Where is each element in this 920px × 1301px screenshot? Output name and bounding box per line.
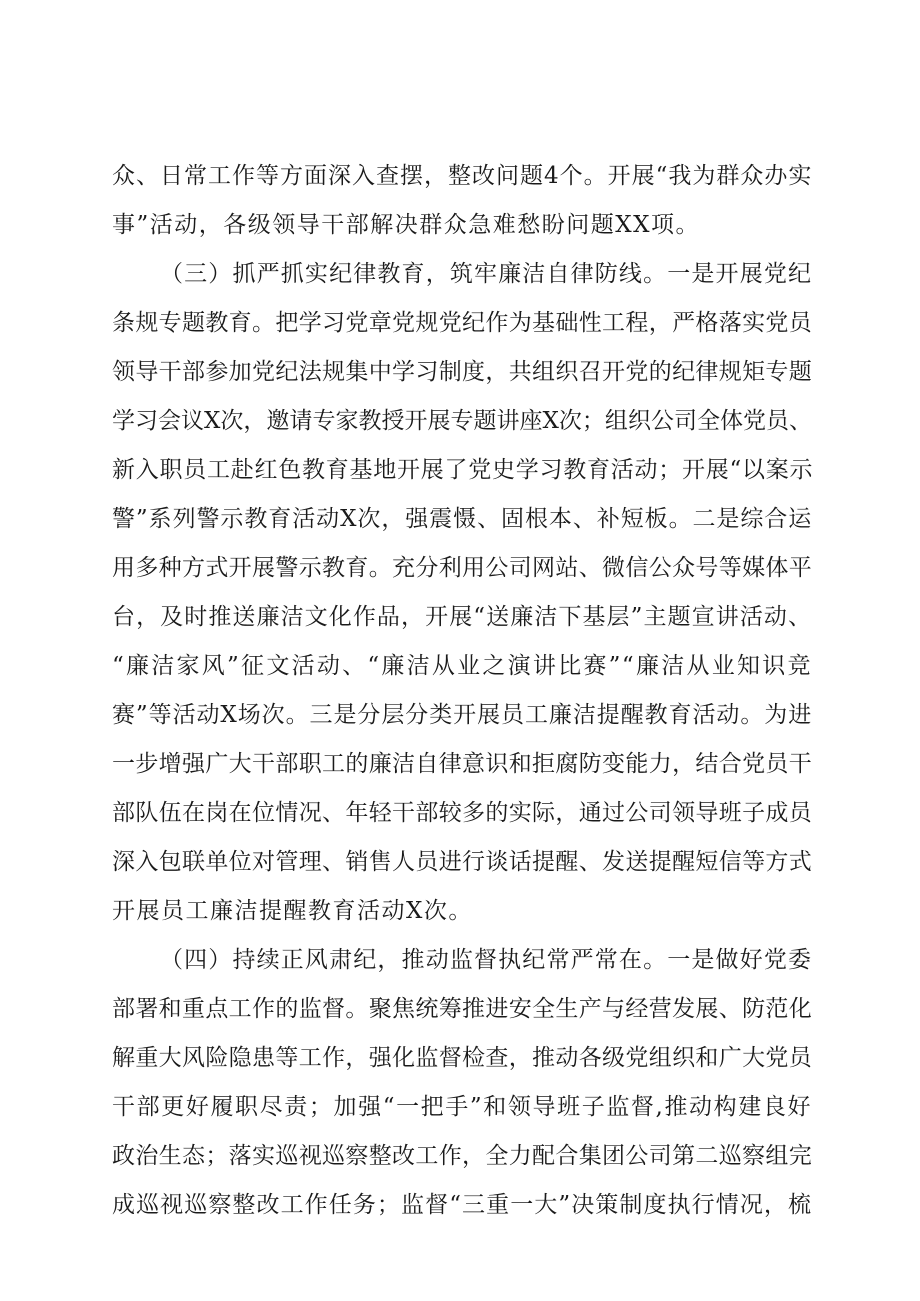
text-line-19: 解重大风险隐患等工作，强化监督检查，推动各级党组织和广大党员 bbox=[112, 1045, 812, 1071]
section-4-heading-line: （四）持续正风肃纪，推动监督执纪常严常在。一是做好党委 bbox=[160, 947, 812, 973]
text-line-6: 学习会议X次，邀请专家教授开展专题讲座X次；组织公司全体党员、 bbox=[112, 408, 812, 434]
text-line-5: 领导干部参加党纪法规集中学习制度，共组织召开党的纪律规矩专题 bbox=[112, 359, 812, 385]
text-line-9: 用多种方式开展警示教育。充分利用公司网站、微信公众号等媒体平 bbox=[112, 555, 812, 581]
text-line-14: 部队伍在岗在位情况、年轻干部较多的实际，通过公司领导班子成员 bbox=[112, 800, 812, 826]
section-3-heading-line: （三）抓严抓实纪律教育，筑牢廉洁自律防线。一是开展党纪 bbox=[160, 261, 812, 287]
text-line-10: 台，及时推送廉洁文化作品，开展“送廉洁下基层”主题宣讲活动、 bbox=[112, 604, 812, 630]
text-line-21: 政治生态；落实巡视巡察整改工作，全力配合集团公司第二巡察组完 bbox=[112, 1143, 812, 1169]
text-line-15: 深入包联单位对管理、销售人员进行谈话提醒、发送提醒短信等方式 bbox=[112, 849, 812, 875]
text-line-4: 条规专题教育。把学习党章党规党纪作为基础性工程，严格落实党员 bbox=[112, 310, 812, 336]
text-line-11: “廉洁家风”征文活动、“廉洁从业之演讲比赛”“廉洁从业知识竞 bbox=[112, 653, 812, 679]
text-line-2: 事”活动，各级领导干部解决群众急难愁盼问题XX项。 bbox=[112, 212, 701, 238]
text-line-22: 成巡视巡察整改工作任务；监督“三重一大”决策制度执行情况，梳 bbox=[112, 1192, 812, 1218]
text-line-1: 众、日常工作等方面深入查摆，整改问题4个。开展“我为群众办实 bbox=[112, 163, 813, 189]
text-line-18: 部署和重点工作的监督。聚焦统筹推进安全生产与经营发展、防范化 bbox=[112, 996, 812, 1022]
text-line-7: 新入职员工赴红色教育基地开展了党史学习教育活动；开展“以案示 bbox=[112, 457, 814, 483]
text-line-13: 一步增强广大干部职工的廉洁自律意识和拒腐防变能力，结合党员干 bbox=[112, 751, 812, 777]
text-line-16: 开展员工廉洁提醒教育活动X次。 bbox=[112, 898, 473, 924]
text-line-12: 赛”等活动X场次。三是分层分类开展员工廉洁提醒教育活动。为进 bbox=[112, 702, 812, 728]
text-line-8: 警”系列警示教育活动X次，强震慑、固根本、补短板。二是综合运 bbox=[112, 506, 812, 532]
text-line-20: 干部更好履职尽责；加强“一把手”和领导班子监督,推动构建良好 bbox=[112, 1094, 812, 1120]
